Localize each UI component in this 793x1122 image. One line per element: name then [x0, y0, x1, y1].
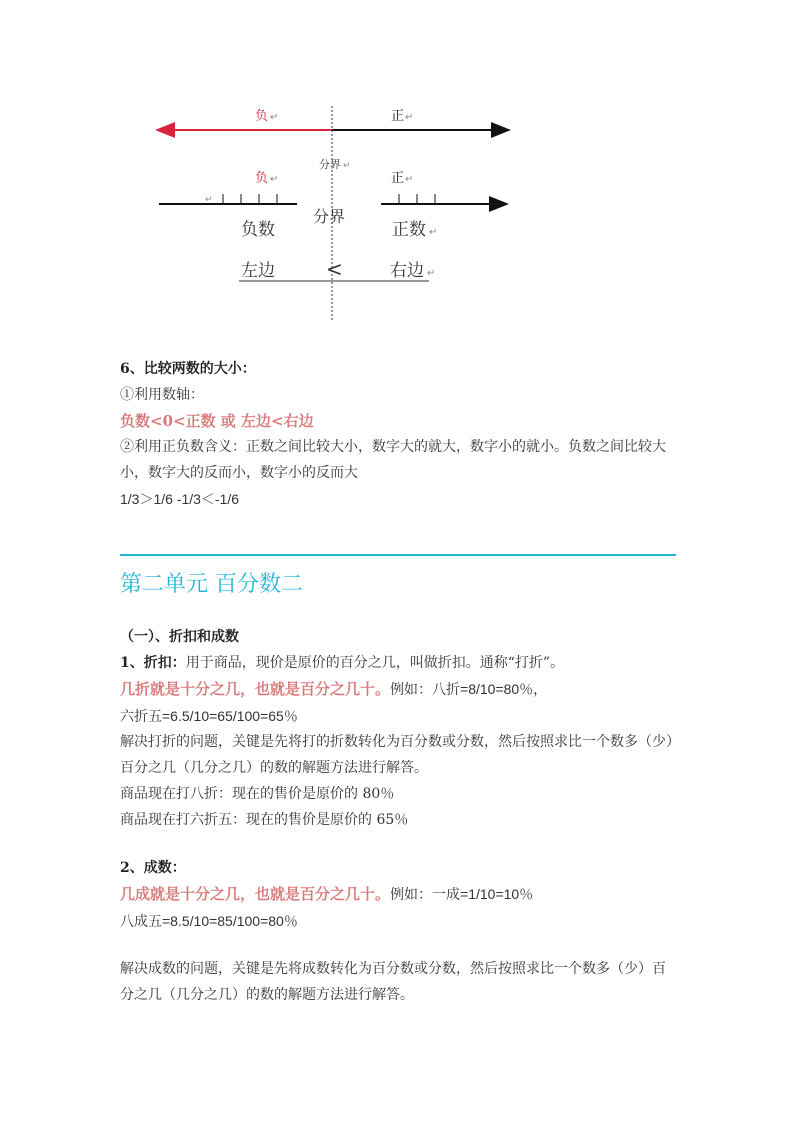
divider-label-top: 分界	[319, 158, 341, 171]
pos-label-top: 正	[391, 109, 405, 124]
svg-text:↵: ↵	[427, 268, 436, 279]
pos-numbers-label: 正数	[392, 220, 426, 240]
method1: ①利用数轴：	[120, 387, 204, 403]
chengshu-heading: 2、成数：	[120, 860, 186, 876]
right-side-label: 右边	[390, 261, 424, 281]
neg-numbers-label: 负数	[241, 220, 275, 240]
neg-label-top: 负	[255, 109, 269, 124]
chengshu-example1: 例如：一成=1/10=10％	[390, 886, 534, 902]
rule-red: 负数<0<正数 或 左边<右边	[120, 412, 314, 430]
svg-text:↵: ↵	[205, 195, 213, 205]
pos-return-top: ↵	[405, 112, 414, 123]
discount-line2: 商品现在打六折五：现在的售价是原价的 65％	[120, 812, 409, 828]
left-side-label: 左边	[241, 261, 275, 281]
pos-return-mid: ↵	[405, 174, 414, 185]
section6-heading: 6、比较两数的大小：	[120, 361, 256, 377]
discount-example2: 六折五=6.5/10=65/100=65％	[120, 708, 298, 724]
divider-return-top: ↵	[343, 161, 351, 171]
pos-label-mid: 正	[391, 171, 405, 186]
discount-method: 解决打折的问题，关键是先将打的折数转化为百分数或分数，然后按照求比一个数多（少）百分之几（几分之几）的数的解题方法进行解答。	[120, 734, 673, 776]
chengshu-example2: 八成五=8.5/10=85/100=80％	[120, 913, 298, 929]
discount-red-line	[120, 676, 676, 703]
method2: ②利用正负数含义：正数之间比较大小，数字大的就大，数字小的就小。负数之间比较大小，数字大的反而小，数字小的反而大	[120, 439, 666, 481]
neg-label-mid: 负	[255, 171, 269, 186]
main-content	[120, 356, 676, 1008]
chengshu-red-line	[120, 881, 676, 908]
discount-example1: 例如：八折=8/10=80％，	[390, 681, 548, 697]
unit2-title: 第二单元 百分数二	[120, 572, 303, 597]
neg-return-mid: ↵	[270, 174, 279, 185]
discount-red: 几折就是十分之几，也就是百分之几十。	[120, 680, 391, 698]
comparison-example: 1/3＞1/6 -1/3＜-1/6	[120, 491, 240, 507]
number-line-figure	[139, 98, 529, 324]
discount-line1: 商品现在打八折：现在的售价是原价的 80％	[120, 786, 395, 802]
discount-definition-line	[120, 650, 676, 676]
chengshu-method: 解决成数的问题，关键是先将成数转化为百分数或分数，然后按照求比一个数多（少）百分之几（几分之几）的数的解题方法进行解答。	[120, 961, 666, 1003]
svg-text:↵: ↵	[429, 227, 438, 238]
less-than-sign: <	[326, 257, 343, 281]
divider-label-big: 分界	[313, 207, 346, 226]
discount-definition: 用于商品，现价是原价的百分之几，叫做折扣。通称“打折”。	[185, 655, 565, 671]
chengshu-red: 几成就是十分之几，也就是百分之几十。	[120, 885, 391, 903]
neg-return-top: ↵	[270, 112, 279, 123]
part1-heading: （一）、折扣和成数	[120, 629, 239, 645]
discount-heading: 1、折扣：	[120, 655, 186, 671]
